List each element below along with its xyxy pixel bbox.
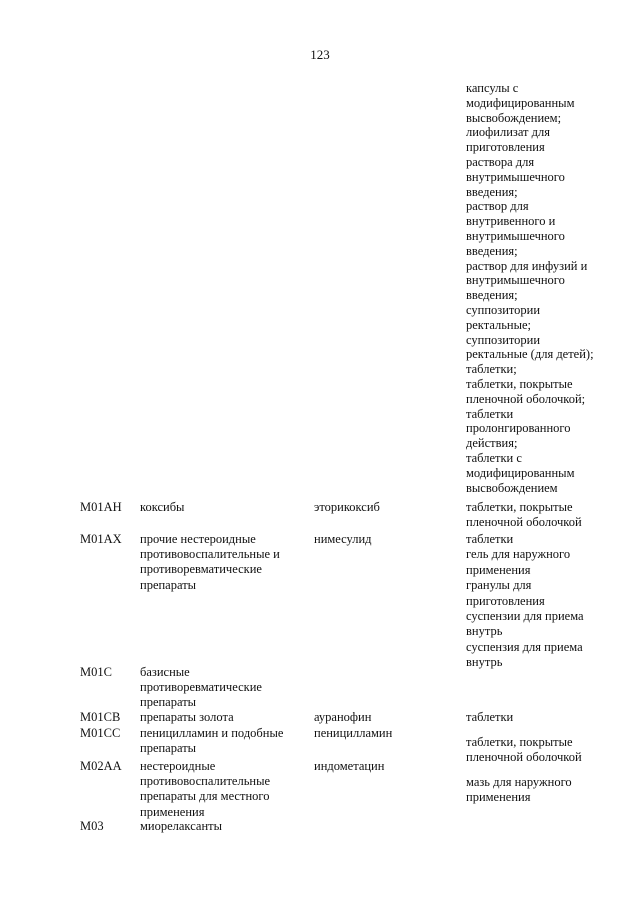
dosage-form-line: высвобождением; xyxy=(466,110,562,125)
dosage-form-line: суппозитории xyxy=(466,332,541,347)
drug-name: нимесулид xyxy=(314,532,372,546)
group-line: препараты xyxy=(140,577,197,592)
dosage-form-line: пленочной оболочкой xyxy=(466,515,582,530)
group-line: противовоспалительные xyxy=(140,774,271,789)
dosage-form-line: модифицированным xyxy=(466,95,575,110)
anatomic-therapeutic-group xyxy=(140,665,310,711)
dosage-form-line: высвобождением xyxy=(466,480,558,495)
dosage-form-line: внутрь xyxy=(466,624,503,639)
dosage-form-line: пленочной оболочкой; xyxy=(466,391,586,406)
dosage-form-line: пролонгированного xyxy=(466,421,571,436)
dosage-form-line: внутримышечного xyxy=(466,169,565,184)
dosage-forms xyxy=(466,500,626,531)
anatomic-therapeutic-group xyxy=(140,532,310,593)
dosage-form-line: суспензия для приема xyxy=(466,639,583,654)
anatomic-therapeutic-group xyxy=(140,759,310,820)
anatomic-therapeutic-group xyxy=(140,726,310,756)
group-line: противовоспалительные и xyxy=(140,547,280,562)
dosage-form-line: лиофилизат для xyxy=(466,125,550,140)
dosage-form-line: таблетки, покрытые xyxy=(466,376,573,391)
drug-name: пеницилламин xyxy=(314,726,393,740)
group-line: применения xyxy=(140,804,205,819)
dosage-form-line: таблетки, покрытые xyxy=(466,500,573,514)
group-line: пеницилламин и подобные xyxy=(140,726,284,740)
atc-code: M01AH xyxy=(80,500,122,514)
dosage-form-line: капсулы с xyxy=(466,81,519,95)
dosage-forms xyxy=(466,710,626,725)
dosage-form-line: применения xyxy=(466,562,531,577)
group-line: препараты золота xyxy=(140,710,234,724)
dosage-form-line: введения; xyxy=(466,184,518,199)
dosage-form-line: раствора для xyxy=(466,154,535,169)
atc-code: M01CB xyxy=(80,710,121,724)
dosage-form-line: введения; xyxy=(466,243,518,258)
group-line: миорелаксанты xyxy=(140,819,222,833)
dosage-form-line: внутривенного и xyxy=(466,214,556,229)
dosage-form-line: введения; xyxy=(466,288,518,303)
group-line: препараты xyxy=(140,741,197,756)
dosage-form-line: таблетки xyxy=(466,710,514,724)
dosage-form-line: применения xyxy=(466,790,531,805)
drug-name: ауранофин xyxy=(314,710,372,724)
group-line: базисные xyxy=(140,665,190,679)
atc-code: M03 xyxy=(80,819,104,833)
group-line: коксибы xyxy=(140,500,185,514)
anatomic-therapeutic-group xyxy=(140,710,310,725)
drug-name: индометацин xyxy=(314,759,385,773)
group-line: препараты для местного xyxy=(140,789,270,804)
dosage-form-line: раствор для инфузий и xyxy=(466,258,588,273)
dosage-form-line: таблетки с xyxy=(466,450,522,465)
dosage-form-line: гель для наружного xyxy=(466,547,571,562)
dosage-form-line: пленочной оболочкой xyxy=(466,750,582,765)
dosage-form-line: внутрь xyxy=(466,655,503,670)
dosage-form-line: таблетки xyxy=(466,406,514,421)
dosage-form-line: суппозитории xyxy=(466,302,541,317)
group-line: противоревматические xyxy=(140,562,262,577)
dosage-forms xyxy=(466,532,626,671)
dosage-form-line: приготовления xyxy=(466,593,545,608)
atc-code: M01C xyxy=(80,665,112,679)
dosage-form-line: внутримышечного xyxy=(466,228,565,243)
dosage-form-line: гранулы для xyxy=(466,578,532,593)
dosage-form-line: модифицированным xyxy=(466,465,575,480)
dosage-form-line: таблетки xyxy=(466,532,514,546)
atc-code: M01AX xyxy=(80,532,122,546)
dosage-form-line: суспензии для приема xyxy=(466,609,584,624)
dosage-form-line: действия; xyxy=(466,436,518,451)
dosage-forms xyxy=(466,759,626,806)
atc-code: M01CC xyxy=(80,726,121,740)
anatomic-therapeutic-group xyxy=(140,500,310,515)
dosage-form-line: таблетки, покрытые xyxy=(466,735,573,749)
anatomic-therapeutic-group xyxy=(140,819,310,834)
dosage-form-line: мазь для наружного xyxy=(466,775,572,789)
dosage-form-line: таблетки; xyxy=(466,362,517,377)
atc-code: M02AA xyxy=(80,759,122,773)
group-line: нестероидные xyxy=(140,759,216,773)
dosage-form-line: раствор для xyxy=(466,199,529,214)
dosage-form-line: внутримышечного xyxy=(466,273,565,288)
drug-name: эторикоксиб xyxy=(314,500,380,514)
dosage-form-line: приготовления xyxy=(466,140,545,155)
page-number: 123 xyxy=(310,47,330,62)
continuation-dosage-forms xyxy=(466,81,626,495)
blank-line xyxy=(466,759,626,775)
dosage-form-line: ректальные; xyxy=(466,317,532,332)
group-line: препараты xyxy=(140,695,197,710)
dosage-form-line: ректальные (для детей); xyxy=(466,347,594,362)
group-line: противоревматические xyxy=(140,680,262,695)
group-line: прочие нестероидные xyxy=(140,532,256,546)
